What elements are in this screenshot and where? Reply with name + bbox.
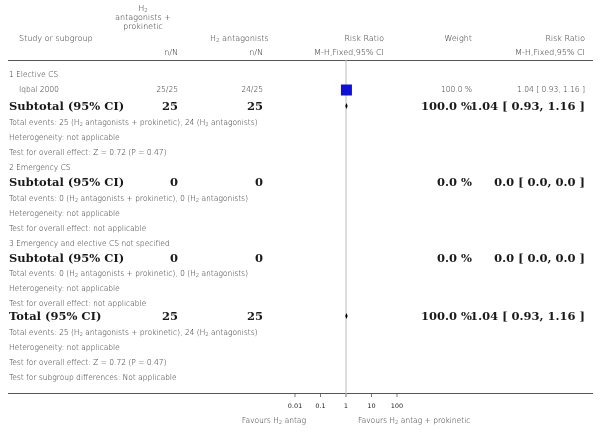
subtotal-exp: 0 xyxy=(169,175,178,189)
header-study: Study or subgroup xyxy=(19,34,93,43)
subtotal-weight: 100.0 % xyxy=(421,99,472,113)
subtotal-ctrl: 0 xyxy=(254,175,263,189)
subtotal-ci: 0.0 [ 0.0, 0.0 ] xyxy=(494,175,585,189)
total-ctrl: 25 xyxy=(246,309,263,323)
header-exp-line2: antagonists + xyxy=(115,13,171,22)
subtotal-label: Subtotal (95% CI) xyxy=(9,99,125,113)
header-exp-line3: prokinetic xyxy=(123,22,163,31)
tick-label: 0.01 xyxy=(287,402,303,410)
header-risk-ratio-2: Risk Ratio xyxy=(545,34,585,43)
heterogeneity: Heterogeneity: not applicable xyxy=(9,284,120,293)
heterogeneity: Heterogeneity: not applicable xyxy=(9,133,120,142)
total-weight: 100.0 % xyxy=(421,309,472,323)
subtotal-ctrl: 25 xyxy=(246,99,263,113)
tick-label: 1 xyxy=(343,402,349,410)
header-ctrl-nN: n/N xyxy=(249,48,263,57)
header-method-2: M-H,Fixed,95% CI xyxy=(515,48,585,57)
header-weight: Weight xyxy=(444,34,472,43)
total-events: Total events: 25 ($H_2$ antagonists + prokinetic), 24 ($H_2$ antagonists) xyxy=(9,328,258,338)
subtotal-label: Subtotal (95% CI) xyxy=(9,175,125,189)
header-exp-line1: $H_2$ xyxy=(138,4,148,14)
study-weight: 100.0 % xyxy=(441,85,472,94)
study-square xyxy=(341,85,352,96)
total-ci: 1.04 [ 0.93, 1.16 ] xyxy=(470,309,585,323)
subtotal-ci: 0.0 [ 0.0, 0.0 ] xyxy=(494,251,585,265)
study-ci: 1.04 [ 0.93, 1.16 ] xyxy=(517,85,585,94)
total-events: Total events: 0 ($H_2$ antagonists + prokinetic), 0 ($H_2$ antagonists) xyxy=(9,269,249,279)
subtotal-weight: 0.0 % xyxy=(437,175,472,189)
total-events: Total events: 25 ($H_2$ antagonists + prokinetic), 24 ($H_2$ antagonists) xyxy=(9,118,258,128)
overall-effect: Test for overall effect: not applicable xyxy=(9,299,147,308)
overall-effect: Test for overall effect: Z = 0.72 (P = 0.47) xyxy=(9,358,167,367)
header-method: M-H,Fixed,95% CI xyxy=(314,48,384,57)
heterogeneity: Heterogeneity: not applicable xyxy=(9,343,120,352)
subtotal-ci: 1.04 [ 0.93, 1.16 ] xyxy=(470,99,585,113)
study-ctrl: 24/25 xyxy=(241,85,263,94)
total-label: Total (95% CI) xyxy=(9,309,102,323)
group-title: 3 Emergency and elective CS not specified xyxy=(9,239,170,248)
favours-left: Favours $H_2$ antag xyxy=(241,416,306,426)
subgroup-differences: Test for subgroup differences: Not applicable xyxy=(9,373,177,382)
subtotal-exp: 0 xyxy=(169,251,178,265)
subtotal-exp: 25 xyxy=(161,99,178,113)
subtotal-label: Subtotal (95% CI) xyxy=(9,251,125,265)
group-title: 2 Emergency CS xyxy=(9,163,71,172)
subtotal-ctrl: 0 xyxy=(254,251,263,265)
overall-effect: Test for overall effect: Z = 0.72 (P = 0.47) xyxy=(9,148,167,157)
tick-label: 10 xyxy=(367,402,376,410)
tick-label: 0.1 xyxy=(315,402,326,410)
study-exp: 25/25 xyxy=(156,85,178,94)
group-title: 1 Elective CS xyxy=(9,70,59,79)
header-exp-nN: n/N xyxy=(164,48,178,57)
total-exp: 25 xyxy=(161,309,178,323)
overall-effect: Test for overall effect: not applicable xyxy=(9,224,147,233)
heterogeneity: Heterogeneity: not applicable xyxy=(9,209,120,218)
header-risk-ratio: Risk Ratio xyxy=(344,34,384,43)
total-events: Total events: 0 ($H_2$ antagonists + prokinetic), 0 ($H_2$ antagonists) xyxy=(9,194,249,204)
study-name: Iqbal 2000 xyxy=(19,85,59,94)
favours-right: Favours $H_2$ antag + prokinetic xyxy=(358,416,471,426)
subtotal-weight: 0.0 % xyxy=(437,251,472,265)
header-ctrl: $H_2$ antagonists xyxy=(210,34,269,44)
tick-label: 100 xyxy=(390,402,404,410)
